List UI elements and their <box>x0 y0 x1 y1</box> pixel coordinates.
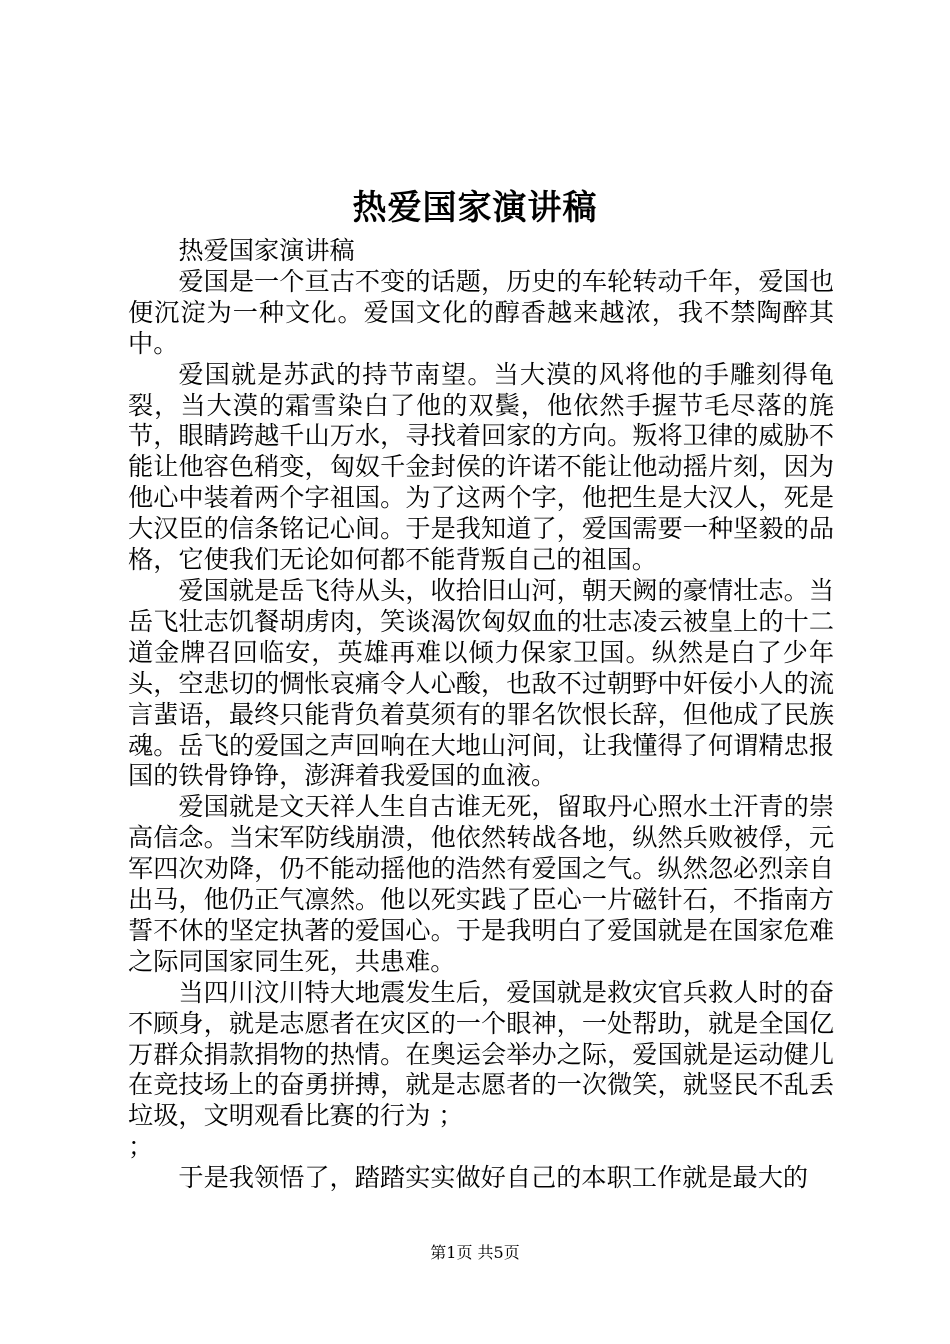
paragraph: 于是我领悟了，踏踏实实做好自己的本职工作就是最大的 <box>178 1163 809 1193</box>
page-number-label: 第1页 共5页 <box>430 1243 520 1262</box>
paragraph: 爱国就是苏武的持节南望。当大漠的风将他的手雕刻得龟裂，当大漠的霜雪染白了他的双鬓，他依然手握节毛尽落的旄节，眼睛跨越千山万水，寻找着回家的方向。叛将卫律的威胁不能让他容色稍变，匈奴千金封侯的许诺不能让他动摇片刻，因为他心中装着两个字祖国。为了这两个字，他把生是大汉人，死是大汉臣的信条铭记心间。于是我知道了，爱国需要一种坚毅的品格，它使我们无论如何都不能背叛自己的祖国。 <box>128 359 834 575</box>
paragraph: 爱国就是文天祥人生自古谁无死，留取丹心照水土汗青的崇高信念。当宋军防线崩溃，他依然转战各地，纵然兵败被俘，元军四次劝降，仍不能动摇他的浩然有爱国之气。纵然忽必烈亲自出马，他仍正气凛然。他以死实践了臣心一片磁针石，不指南方誓不休的坚定执著的爱国心。于是我明白了爱国就是在国家危难之际同国家同生死，共患难。 <box>128 792 834 976</box>
paragraph-subtitle: 热爱国家演讲稿 <box>178 236 355 265</box>
document-body <box>128 236 834 1194</box>
paragraph: 爱国是一个亘古不变的话题，历史的车轮转动千年，爱国也便沉淀为一种文化。爱国文化的醇香越来越浓，我不禁陶醉其中。 <box>128 266 834 358</box>
paragraph: 爱国就是岳飞待从头，收拾旧山河，朝天阙的豪情壮志。当岳飞壮志饥餐胡虏肉，笑谈渴饮匈奴血的壮志凌云被皇上的十二道金牌召回临安，英雄再难以倾力保家卫国。纵然是白了少年头，空悲切的惆怅哀痛令人心酸，也敌不过朝野中奸佞小人的流言蜚语，最终只能背负着莫须有的罪名饮恨长辞，但他成了民族魂。岳飞的爱国之声回响在大地山河间，让我懂得了何谓精忠报国的铁骨铮铮，澎湃着我爱国的血液。 <box>128 575 834 791</box>
document-title: 热爱国家演讲稿 <box>352 188 598 228</box>
paragraph-fragment: ； <box>128 1132 154 1162</box>
page-footer <box>0 1242 950 1264</box>
paragraph: 当四川汶川特大地震发生后，爱国就是救灾官兵救人时的奋不顾身，就是志愿者在灾区的一个眼神，一处帮助，就是全国亿万群众捐款捐物的热情。在奥运会举办之际，爱国就是运动健儿在竞技场上的奋勇拼搏，就是志愿者的一次微笑，就竖民不乱丢垃圾，文明观看比赛的行为 ； <box>128 977 834 1131</box>
